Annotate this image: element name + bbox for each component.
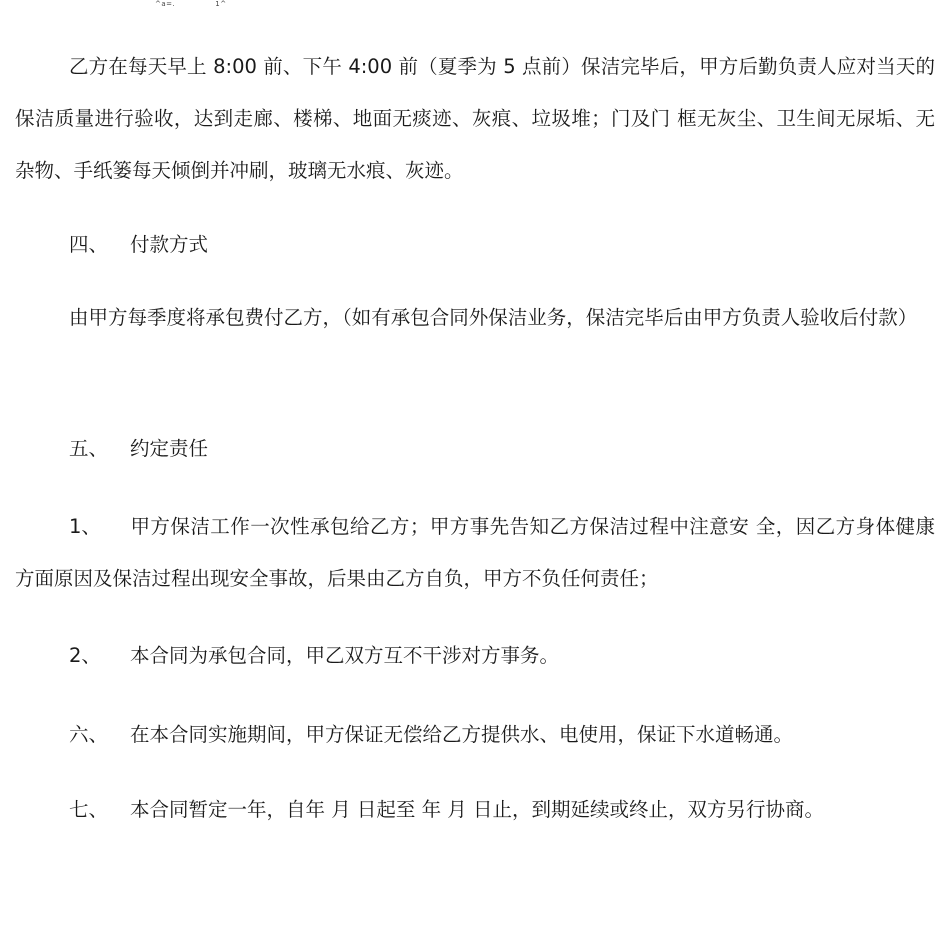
section-title: 付款方式	[130, 233, 209, 256]
responsibility-item-2	[15, 630, 935, 682]
section-number: 六、	[69, 723, 109, 746]
header-scribble-left: ^a=.	[155, 0, 176, 8]
header-scribble	[155, 0, 227, 8]
clause-text: 在本合同实施期间，甲方保证无偿给乙方提供水、电使用，保证下水道畅通。	[130, 723, 794, 746]
section-heading-responsibility	[69, 435, 208, 463]
section-number: 七、	[69, 798, 109, 821]
section-number: 四、	[69, 233, 109, 256]
item-number: 2、	[69, 644, 101, 667]
section-number: 五、	[69, 437, 109, 460]
term-clause	[15, 784, 935, 836]
item-number: 1、	[69, 515, 101, 538]
item-text: 甲方保洁工作一次性承包给乙方；甲方事先告知乙方保洁过程中注意安 全，因乙方身体健康方面原因及保洁过程出现安全事故，后果由乙方自负，甲方不负任何责任；	[15, 515, 935, 590]
section-heading-payment	[69, 231, 208, 259]
clause-text: 本合同暂定一年，自年 月 日起至 年 月 日止，到期延续或终止，双方另行协商。	[130, 798, 824, 821]
section-title: 约定责任	[130, 437, 209, 460]
item-text: 本合同为承包合同，甲乙双方互不干涉对方事务。	[130, 644, 560, 667]
responsibility-item-1	[15, 501, 935, 605]
utilities-clause	[15, 709, 935, 761]
payment-paragraph: 由甲方每季度将承包费付乙方，（如有承包合同外保洁业务，保洁完毕后由甲方负责人验收后付款）	[69, 306, 918, 329]
header-scribble-right: 1^	[215, 0, 227, 8]
acceptance-paragraph: 乙方在每天早上 8:00 前、下午 4:00 前（夏季为 5 点前）保洁完毕后，甲方后勤负责人应对当天的保洁质量进行验收，达到走廊、楼梯、地面无痰迹、灰痕、垃圾堆；门及门 框无灰尘、卫生间无尿垢、无杂物、手纸篓每天倾倒并冲刷，玻璃无水痕、灰迹。	[15, 55, 935, 182]
